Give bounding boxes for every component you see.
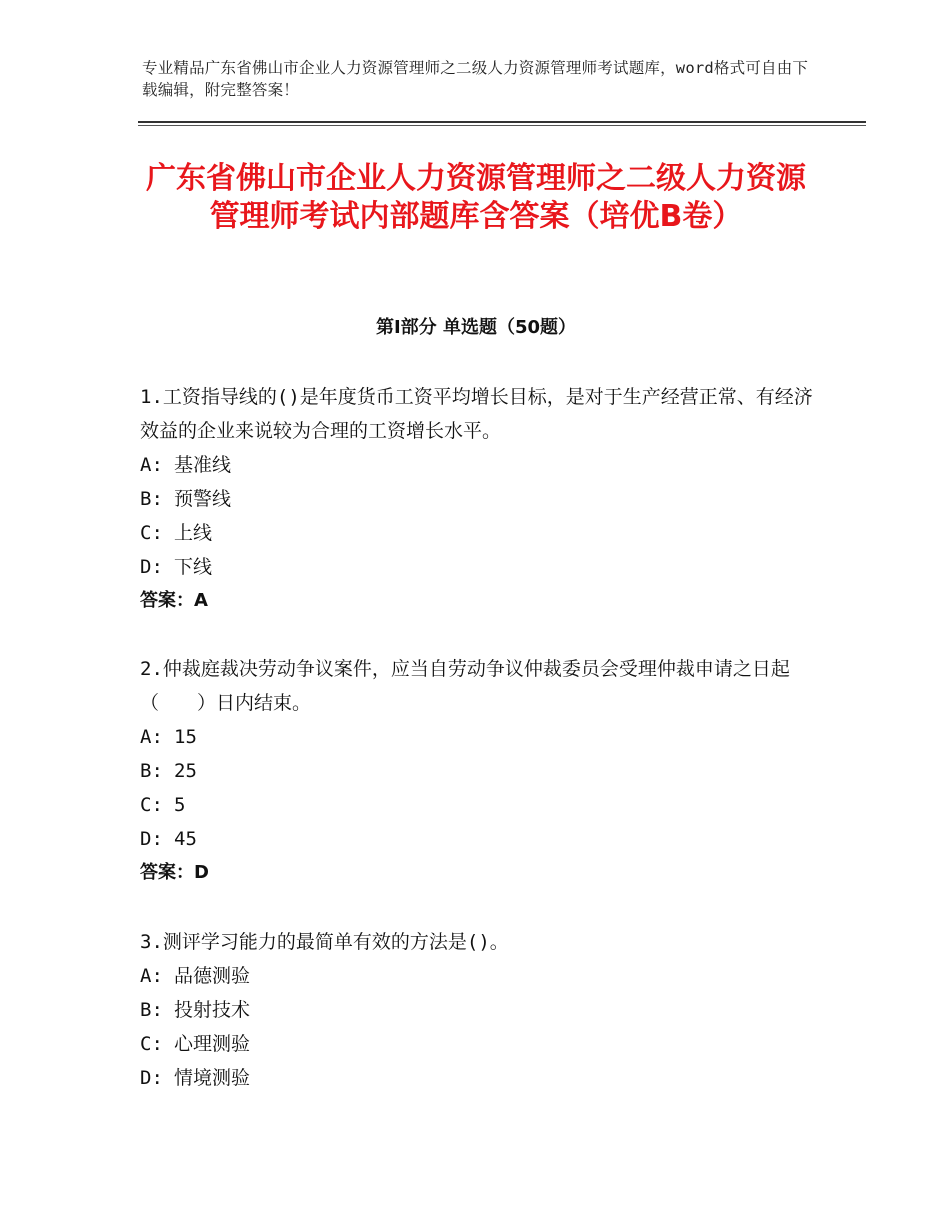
option-c — [140, 1027, 820, 1061]
option-text: 预警线 — [174, 488, 232, 510]
option-key: C: — [140, 794, 163, 816]
option-key: C: — [140, 522, 163, 544]
option-text: 情境测验 — [174, 1067, 251, 1089]
header-divider-thin — [138, 125, 866, 126]
option-key: B: — [140, 760, 163, 782]
question-3 — [140, 925, 820, 1095]
option-text: 45 — [174, 828, 197, 850]
option-a — [140, 959, 820, 993]
option-d — [140, 1061, 820, 1095]
option-c — [140, 788, 820, 822]
question-text: 2.仲裁庭裁决劳动争议案件，应当自劳动争议仲裁委员会受理仲裁申请之日起（ ）日内结束。 — [140, 658, 790, 714]
option-key: A: — [140, 726, 163, 748]
option-key: D: — [140, 1067, 163, 1089]
option-d — [140, 550, 820, 584]
option-text: 心理测验 — [174, 1033, 251, 1055]
answer: 答案：D — [140, 862, 209, 883]
option-key: D: — [140, 556, 163, 578]
option-key: A: — [140, 965, 163, 987]
option-a — [140, 720, 820, 754]
option-text: 上线 — [174, 522, 213, 544]
option-key: A: — [140, 454, 163, 476]
option-c — [140, 516, 820, 550]
option-key: C: — [140, 1033, 163, 1055]
document-title: 广东省佛山市企业人力资源管理师之二级人力资源管理师考试内部题库含答案（培优B卷） — [146, 161, 806, 234]
option-b — [140, 482, 820, 516]
option-b — [140, 993, 820, 1027]
option-a — [140, 448, 820, 482]
header-note: 专业精品广东省佛山市企业人力资源管理师之二级人力资源管理师考试题库，word格式可自由下载编辑，附完整答案！ — [142, 59, 809, 99]
option-b — [140, 754, 820, 788]
answer: 答案：A — [140, 590, 208, 611]
option-text: 基准线 — [174, 454, 232, 476]
option-key: D: — [140, 828, 163, 850]
option-text: 15 — [174, 726, 197, 748]
option-text: 5 — [174, 794, 186, 816]
option-text: 投射技术 — [174, 999, 251, 1021]
option-key: B: — [140, 488, 163, 510]
section-title: 第Ⅰ部分 单选题（50题） — [375, 317, 576, 338]
question-2 — [140, 652, 820, 890]
option-text: 品德测验 — [174, 965, 251, 987]
option-d — [140, 822, 820, 856]
question-text: 1.工资指导线的()是年度货币工资平均增长目标，是对于生产经营正常、有经济效益的企业来说较为合理的工资增长水平。 — [140, 386, 813, 442]
option-key: B: — [140, 999, 163, 1021]
question-1 — [140, 380, 820, 618]
question-text: 3.测评学习能力的最简单有效的方法是()。 — [140, 931, 509, 953]
option-text: 25 — [174, 760, 197, 782]
header-divider — [138, 121, 866, 123]
option-text: 下线 — [174, 556, 213, 578]
